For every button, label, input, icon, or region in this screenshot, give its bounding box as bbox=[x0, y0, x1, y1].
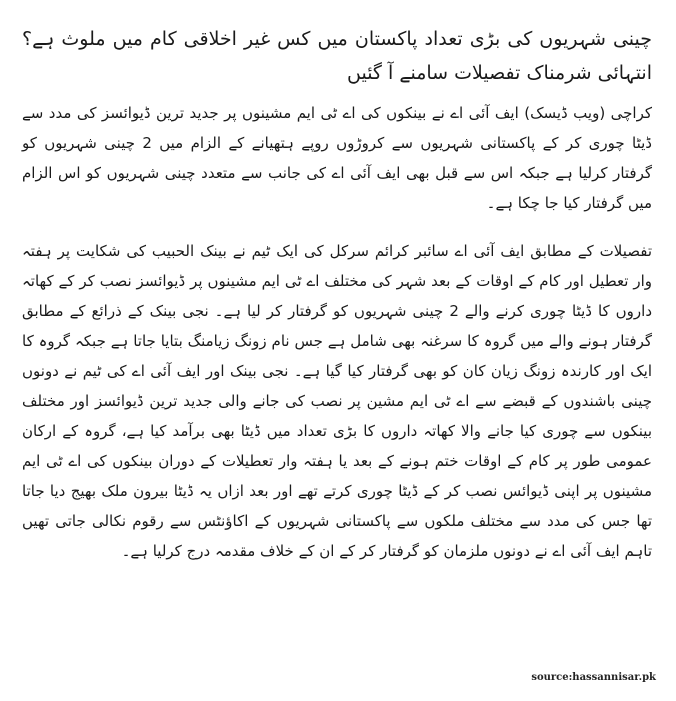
source-credit: source:hassannisar.pk bbox=[531, 672, 656, 683]
article-paragraph-1: کراچی (ویب ڈیسک) ایف آئی اے نے بینکوں کی اے ٹی ایم مشینوں پر جدید ترین ڈیوائسز کی مدد سے ڈیٹا چوری کر کے پاکستانی شہریوں سے کروڑوں روپے ہتھیانے کے الزام میں 2 چینی شہریوں کو گرفتار کرلیا ہے جبکہ اس سے قبل بھی ایف آئی اے کی جانب سے متعدد چینی شہریوں کو اس الزام میں گرفتار کیا جا چکا ہے۔ bbox=[22, 104, 652, 212]
article-headline: چینی شہریوں کی بڑی تعداد پاکستان میں کس غیر اخلاقی کام میں ملوث ہے؟ انتہائی شرمناک تفصیلات سامنے آ گئیں bbox=[22, 28, 652, 84]
article-paragraph-2: تفصیلات کے مطابق ایف آئی اے سائبر کرائم سرکل کی ایک ٹیم نے بینک الحبیب کی شکایت پر ہفتہ وار تعطیل اور کام کے اوقات کے بعد شہر کی مختلف اے ٹی ایم مشینوں پر ڈیوائسز نصب کر کے کھاتہ داروں کا ڈیٹا چوری کرنے والے 2 چینی شہریوں کو گرفتار کر لیا ہے۔ نجی بینک کے ذرائع کے مطابق گرفتار ہونے والے میں گروہ کا سرغنہ بھی شامل ہے جس نام زونگ زیامنگ بتایا جاتا ہے جبکہ گروہ کا ایک اور کارندہ زونگ زیان کان کو بھی گرفتار کیا گیا ہے۔ نجی بینک اور ایف آئی اے کی ٹیم نے دونوں چینی باشندوں کے قبضے سے اے ٹی ایم مشین پر نصب کی جانے والی جدید ترین ڈیوائسز اور مختلف بینکوں سے چوری کیا جانے والا کھاتہ داروں کا بڑی تعداد میں ڈیٹا بھی برآمد کیا ہے، گروہ کے ارکان عمومی طور پر کام کے اوقات ختم ہونے کے بعد یا ہفتہ وار تعطیلات کے دوران بینکوں کی اے ٹی ایم مشینوں پر اپنی ڈیوائس نصب کر کے ڈیٹا چوری کرتے تھے اور بعد ازاں یہ ڈیٹا بیرون ملک بھیج دیا جاتا تھا جس کی مدد سے مختلف ملکوں سے پاکستانی شہریوں کے اکاؤنٹس سے رقوم نکالی جاتی تھیں تاہم ایف آئی اے نے دونوں ملزمان کو گرفتار کر کے ان کے خلاف مقدمہ درج کرلیا ہے۔ bbox=[22, 242, 652, 560]
